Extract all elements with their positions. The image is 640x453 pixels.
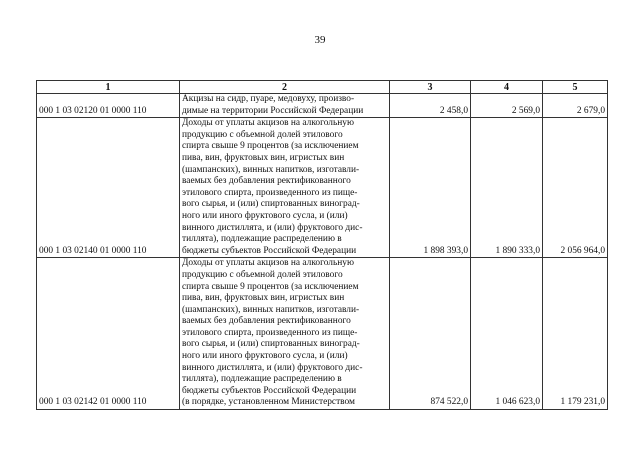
revenue-name: Доходы от уплаты акцизов на алкогольную продукцию с объемной долей этилового спирта свыше 9 процентов (за исключением пива, вин, фруктовых вин, игристых вин (шампанских), винных напитков, изготавли- ваемых без добавления ректификованного этилового спирта, произведенного из пище- вого сырья, и (или) спиртованных виноград- ного или иного фруктового сусла, и (или) винного дистиллята, и (или) фруктового дис- тиллята), подлежащие распределению в бюджеты субъектов Российской Федерации (в порядке, установленном Министерством (180, 258, 390, 410)
header-col-5: 5 (543, 81, 608, 94)
page-number: 39 (314, 34, 326, 46)
amount-col-4: 1 890 333,0 (471, 118, 543, 258)
table-row (37, 258, 608, 410)
budget-code: 000 1 03 02120 01 0000 110 (37, 94, 180, 118)
amount-col-3: 874 522,0 (390, 258, 471, 410)
revenue-name: Доходы от уплаты акцизов на алкогольную продукцию с объемной долей этилового спирта свыше 9 процентов (за исключением пива, вин, фруктовых вин, игристых вин (шампанских), винных напитков, изготавли- ваемых без добавления ректификованного этилового спирта, произведенного из пище- вого сырья, и (или) спиртованных виноград- ного или иного фруктового сусла, и (или) винного дистиллята, и (или) фруктового дис- тиллята), подлежащие распределению в бюджеты субъектов Российской Федерации (180, 118, 390, 258)
table-row (37, 118, 608, 258)
header-col-1: 1 (37, 81, 180, 94)
amount-col-4: 2 569,0 (471, 94, 543, 118)
budget-code: 000 1 03 02140 01 0000 110 (37, 118, 180, 258)
amount-col-4: 1 046 623,0 (471, 258, 543, 410)
amount-col-5: 2 056 964,0 (543, 118, 608, 258)
header-col-4: 4 (471, 81, 543, 94)
amount-col-3: 2 458,0 (390, 94, 471, 118)
amount-col-5: 2 679,0 (543, 94, 608, 118)
budget-code: 000 1 03 02142 01 0000 110 (37, 258, 180, 410)
table-row (37, 94, 608, 118)
header-col-3: 3 (390, 81, 471, 94)
table-header-row (37, 81, 608, 94)
revenue-table (36, 80, 608, 410)
revenue-name: Акцизы на сидр, пуаре, медовуху, произво- димые на территории Российской Федерации (180, 94, 390, 118)
header-col-2: 2 (180, 81, 390, 94)
amount-col-5: 1 179 231,0 (543, 258, 608, 410)
amount-col-3: 1 898 393,0 (390, 118, 471, 258)
